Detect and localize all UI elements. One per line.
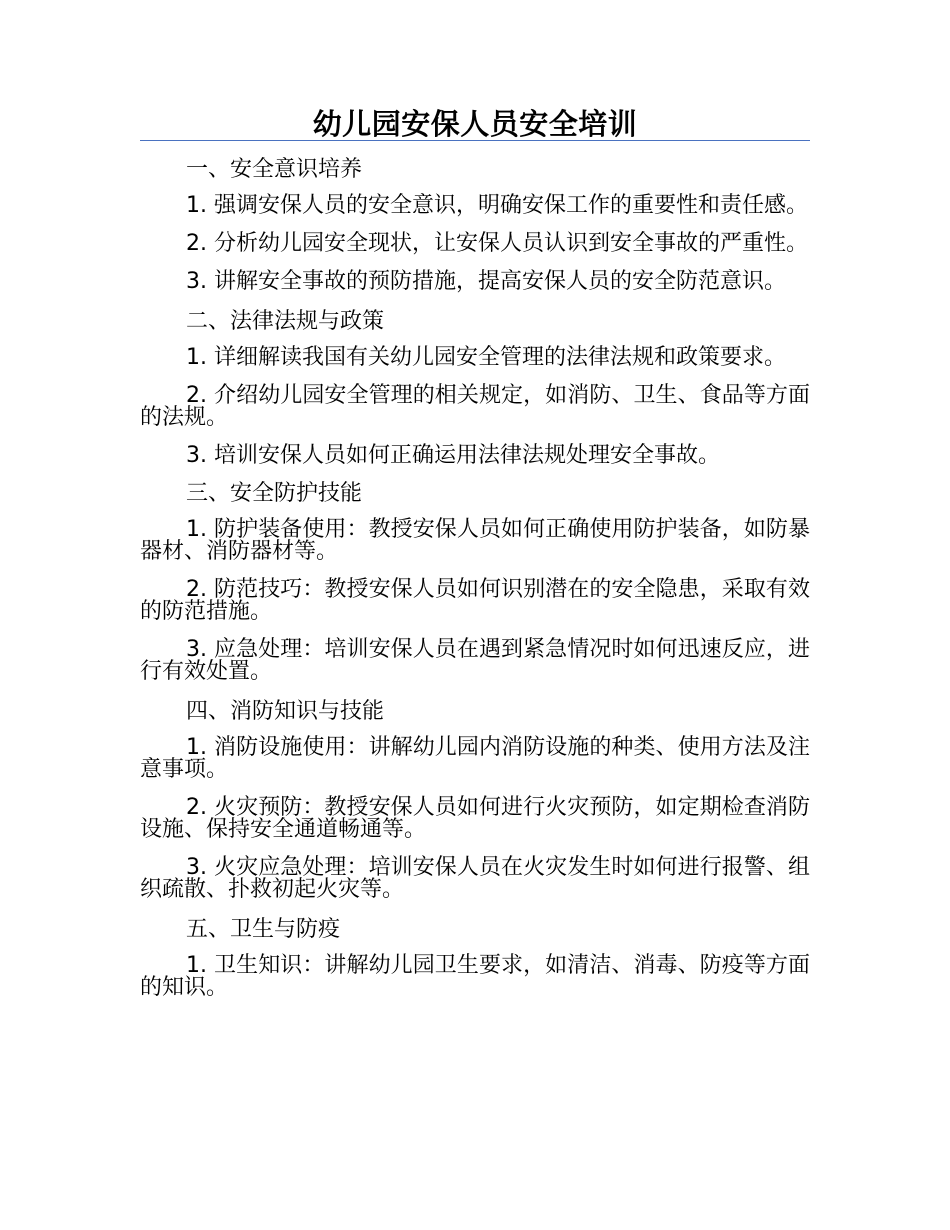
- section-heading: 二、法律法规与政策: [186, 309, 385, 334]
- paragraph: 2. 火灾预防：教授安保人员如何进行火灾预防，如定期检查消防设施、保持安全通道畅通等。: [140, 795, 810, 842]
- paragraph: 1. 防护装备使用：教授安保人员如何正确使用防护装备，如防暴器材、消防器材等。: [140, 517, 810, 564]
- paragraph: 1. 详细解读我国有关幼儿园安全管理的法律法规和政策要求。: [186, 345, 786, 370]
- paragraph: 1. 卫生知识：讲解幼儿园卫生要求，如清洁、消毒、防疫等方面的知识。: [140, 953, 810, 1000]
- title-underline: [140, 140, 810, 141]
- paragraph: 3. 应急处理：培训安保人员在遇到紧急情况时如何迅速反应，进行有效处置。: [140, 637, 810, 684]
- paragraph: 3. 火灾应急处理：培训安保人员在火灾发生时如何进行报警、组织疏散、扑救初起火灾等。: [140, 855, 810, 902]
- paragraph: 3. 讲解安全事故的预防措施，提高安保人员的安全防范意识。: [186, 269, 786, 294]
- section-heading: 三、安全防护技能: [186, 481, 363, 506]
- section-heading: 一、安全意识培养: [186, 157, 363, 182]
- paragraph: 2. 分析幼儿园安全现状，让安保人员认识到安全事故的严重性。: [186, 231, 808, 256]
- paragraph: 1. 消防设施使用：讲解幼儿园内消防设施的种类、使用方法及注意事项。: [140, 735, 810, 782]
- paragraph: 2. 介绍幼儿园安全管理的相关规定，如消防、卫生、食品等方面的法规。: [140, 383, 810, 430]
- section-heading: 四、消防知识与技能: [186, 699, 385, 724]
- paragraph: 3. 培训安保人员如何正确运用法律法规处理安全事故。: [186, 443, 720, 468]
- section-heading: 五、卫生与防疫: [186, 917, 341, 942]
- document-body: [140, 157, 810, 1015]
- document-title: 幼儿园安保人员安全培训: [312, 107, 638, 141]
- paragraph: 2. 防范技巧：教授安保人员如何识别潜在的安全隐患，采取有效的防范措施。: [140, 577, 810, 624]
- paragraph: 1. 强调安保人员的安全意识，明确安保工作的重要性和责任感。: [186, 193, 808, 218]
